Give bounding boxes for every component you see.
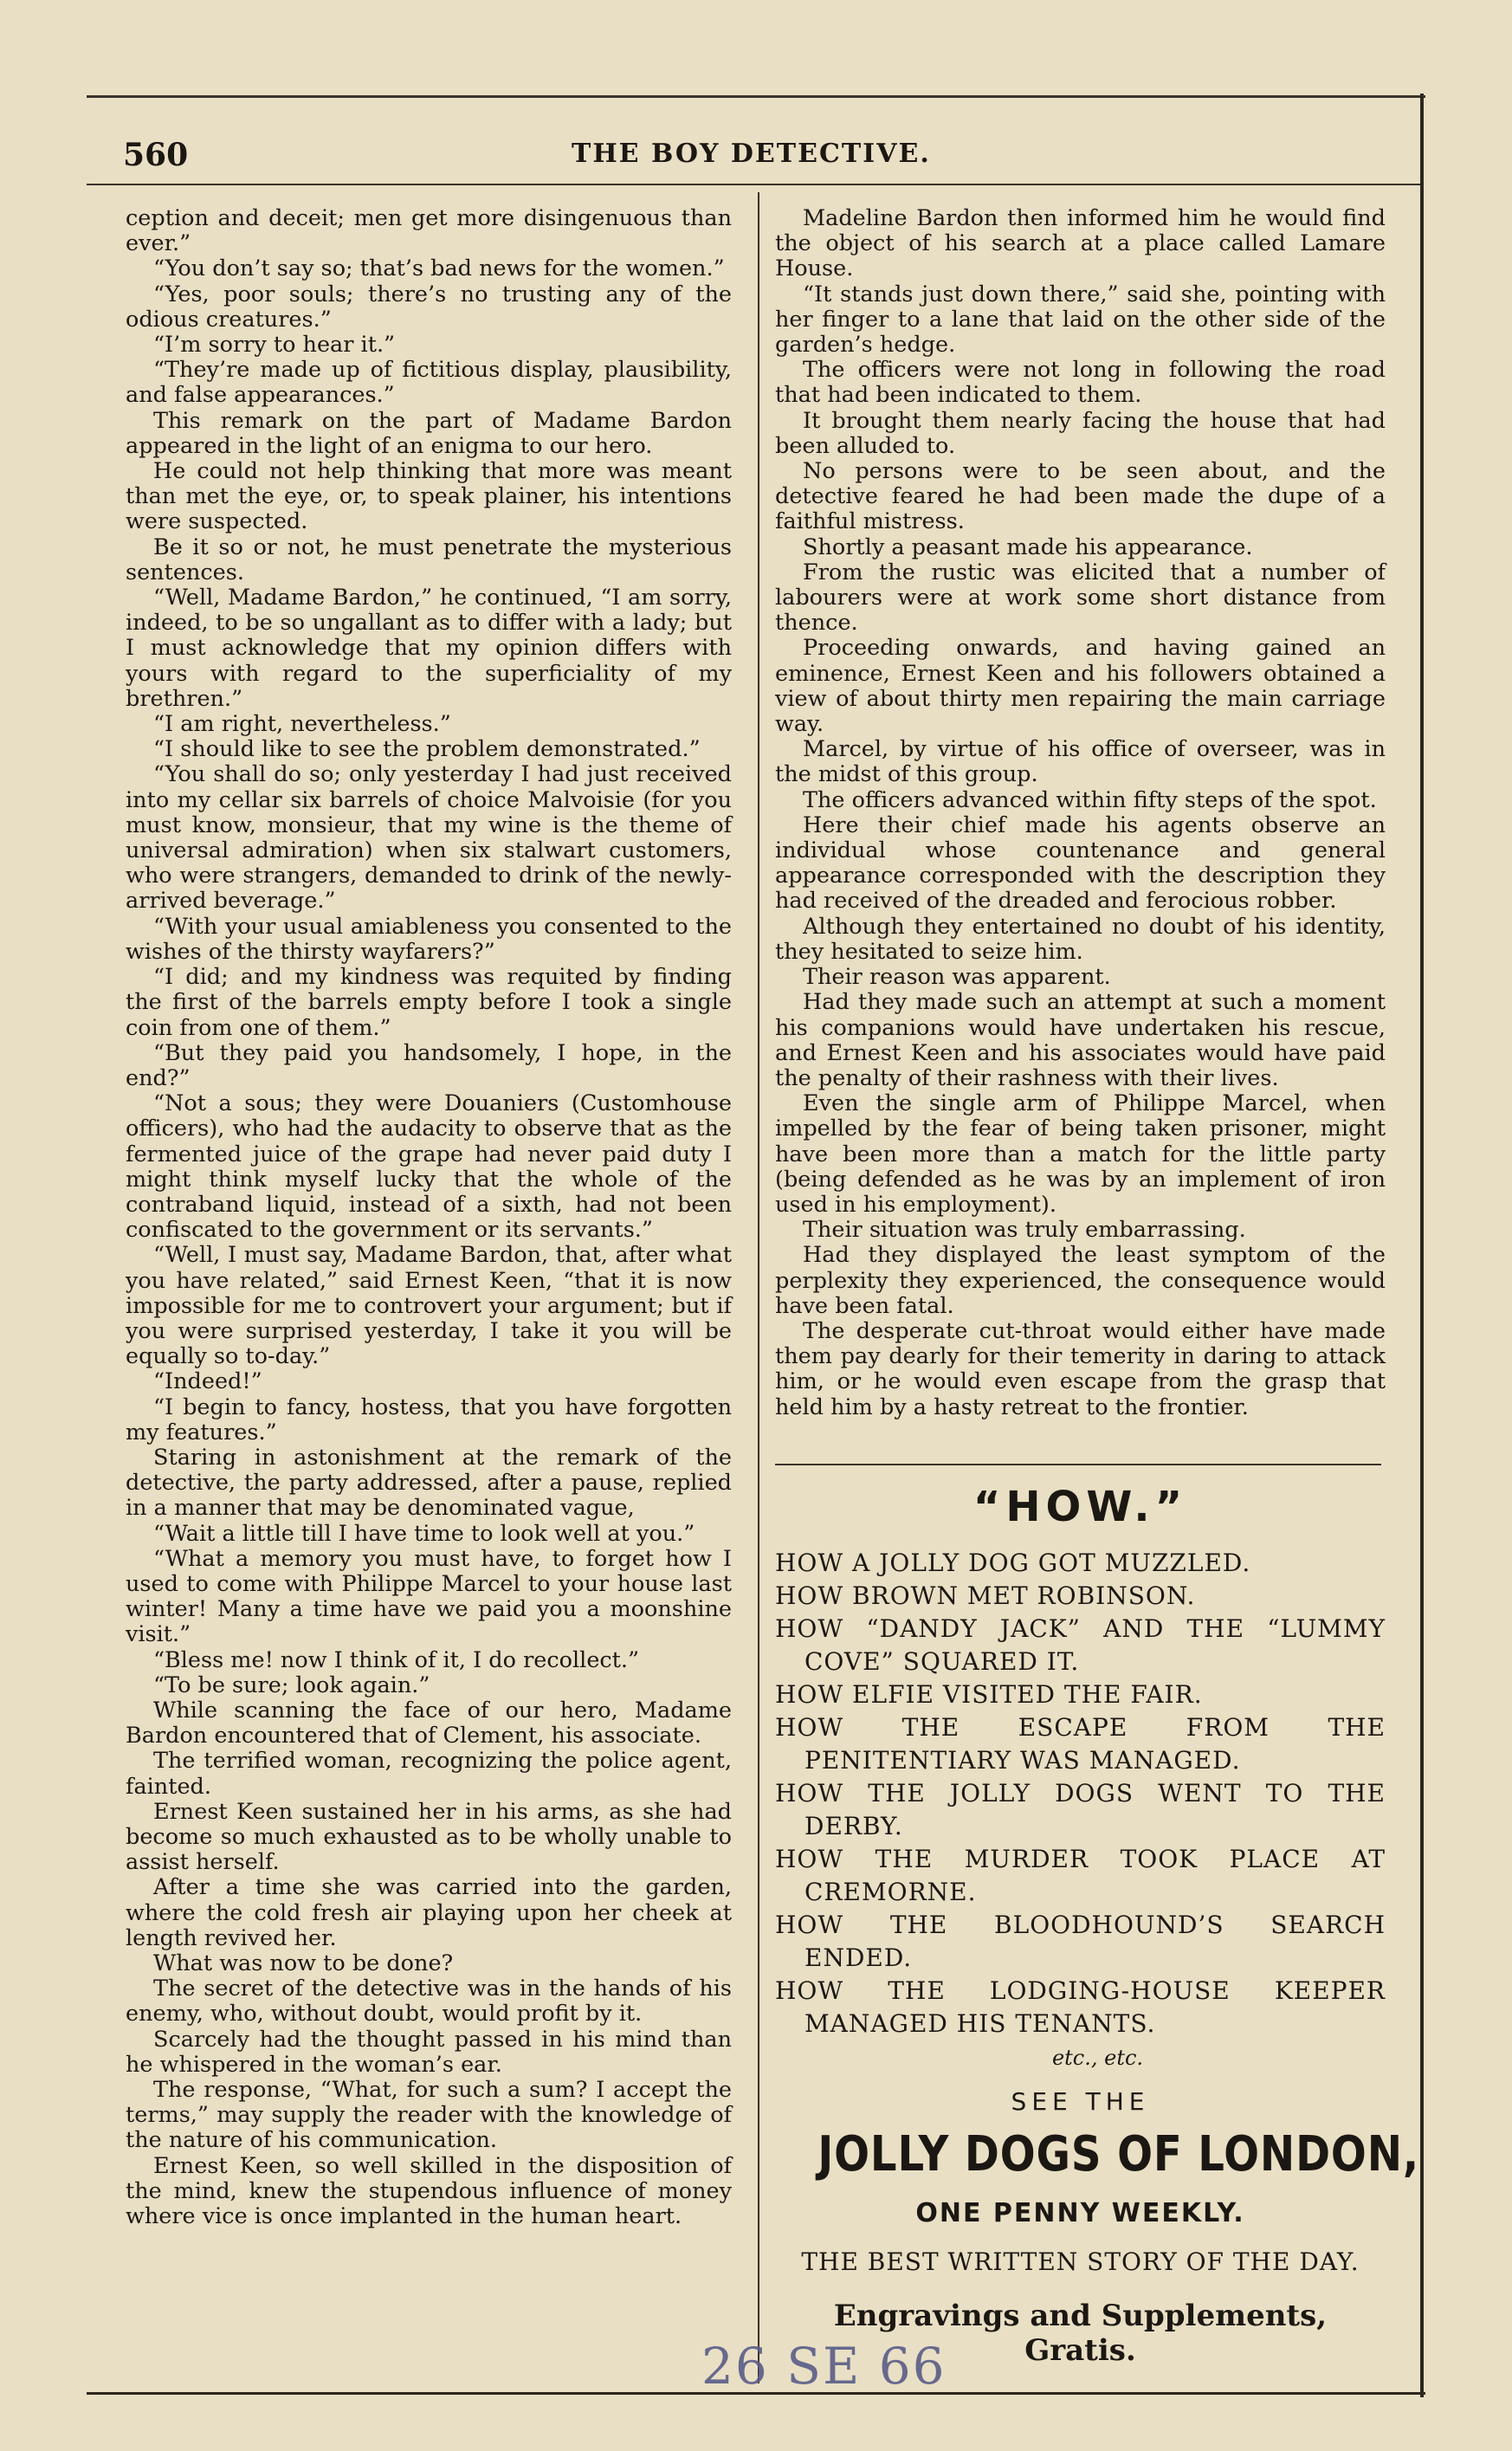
paragraph: “I should like to see the problem demonstrated.” (153, 736, 701, 763)
paragraph: Ernest Keen, so well skilled in the disposition of the mind, knew the stupendous influence of money where vice is once implanted in the human heart. (126, 2152, 732, 2230)
paragraph: Staring in astonishment at the remark of the detective, the party addressed, after a pause, replied in a manner that may be denominated vague, (126, 1444, 732, 1522)
paragraph: What was now to be done? (153, 1950, 454, 1977)
paragraph: “They’re made up of fictitious display, plausibility, and false appearances.” (126, 357, 732, 409)
advert-item: HOW ELFIE VISITED THE FAIR. (775, 1680, 1203, 1709)
page-number: 560 (123, 137, 189, 173)
advert-see: SEE THE (1011, 2087, 1150, 2116)
advert-item: HOW “DANDY JACK” AND THE “LUMMY COVE” SQUARED IT. (775, 1614, 1386, 1676)
paragraph: “I did; and my kindness was requited by finding the first of the barrels empty before I took a single coin from one of them.” (126, 964, 732, 1041)
paragraph: This remark on the part of Madame Bardon appeared in the light of an enigma to our hero. (126, 407, 732, 459)
advert-item: HOW BROWN MET ROBINSON. (775, 1581, 1196, 1610)
paragraph: Marcel, by virtue of his office of overseer, was in the midst of this group. (775, 736, 1386, 788)
paragraph: “Indeed!” (153, 1368, 262, 1395)
paragraph: While scanning the face of our hero, Madame Bardon encountered that of Clement, his associate. (126, 1697, 732, 1749)
advert-frequency: ONE PENNY WEEKLY. (915, 2198, 1245, 2228)
advert-item: HOW THE LODGING-HOUSE KEEPER MANAGED HIS TENANTS. (775, 1976, 1386, 2038)
advertisement (775, 1483, 1420, 2368)
paragraph: Even the single arm of Philippe Marcel, when impelled by the fear of being taken prisoner, might have been more than a match for the little party (being defended as he was by an implement of iron used in his employment). (775, 1090, 1386, 1218)
paragraph: Although they entertained no doubt of his identity, they hesitated to seize him. (775, 913, 1386, 965)
paragraph: “Well, I must say, Madame Bardon, that, after what you have related,” said Ernest Keen, “that it is now impossible for me to controvert your argument; but if you were surprised yesterday, I take it you will be equally so to-day.” (126, 1242, 732, 1370)
advert-extras: Engravings and Supplements, Gratis. (833, 2299, 1328, 2368)
paragraph: It brought them nearly facing the house that had been alluded to. (775, 407, 1386, 459)
paragraph: “Not a sous; they were Douaniers (Customhouse officers), who had the audacity to observe that as the fermented juice of the grape had never paid duty I might think myself lucky that the whole of the contraband liquid, instead of a sixth, had not been confiscated to the government or its servants.” (126, 1090, 732, 1244)
paragraph: “It stands just down there,” said she, pointing with her finger to a lane that laid on the other side of the garden’s hedge. (775, 281, 1386, 359)
advert-item: HOW THE ESCAPE FROM THE PENITENTIARY WAS MANAGED. (775, 1713, 1386, 1775)
advert-rule (775, 1464, 1381, 1465)
paragraph: Had they displayed the least symptom of the perplexity they experienced, the consequence would have been fatal. (775, 1242, 1386, 1319)
running-head: THE BOY DETECTIVE. (572, 139, 931, 169)
paragraph: Ernest Keen sustained her in his arms, as she had become so much exhausted as to be wholly unable to assist herself. (126, 1798, 732, 1876)
paragraph: Scarcely had the thought passed in his mind than he whispered in the woman’s ear. (126, 2026, 732, 2078)
right-column (775, 206, 1386, 1420)
right-border-rule (1420, 94, 1424, 2397)
paragraph: “I begin to fancy, hostess, that you have forgotten my features.” (126, 1394, 732, 1445)
paragraph: He could not help thinking that more was meant than met the eye, or, to speak plainer, his intentions were suspected. (126, 458, 732, 535)
paragraph: The officers advanced within fifty steps of the spot. (803, 786, 1377, 813)
paragraph: “To be sure; look again.” (153, 1672, 430, 1698)
advert-publication: JOLLY DOGS OF LONDON, (817, 2126, 1420, 2183)
advert-tagline: THE BEST WRITTEN STORY OF THE DAY. (801, 2247, 1360, 2276)
paragraph: From the rustic was elicited that a number of labourers were at work some short distance from thence. (775, 559, 1386, 637)
advert-list (775, 1547, 1386, 2040)
paragraph: The terrified woman, recognizing the police agent, fainted. (126, 1748, 732, 1800)
paragraph: The desperate cut-throat would either have made them pay dearly for their temerity in daring to attack him, or he would even escape from the grasp that held him by a hasty retreat to the frontier. (775, 1317, 1386, 1420)
paragraph: “But they paid you handsomely, I hope, in the end?” (126, 1039, 732, 1091)
paragraph: “Bless me! now I think of it, I do recollect.” (153, 1646, 640, 1673)
paragraph: “I’m sorry to hear it.” (153, 332, 396, 359)
paragraph: Be it so or not, he must penetrate the mysterious sentences. (126, 534, 732, 585)
paragraph: No persons were to be seen about, and the detective feared he had been made the dupe of a faithful mistress. (775, 458, 1386, 535)
advert-etc: etc., etc. (1051, 2046, 1144, 2070)
paragraph: Had they made such an attempt at such a moment his companions would have undertaken his rescue, and Ernest Keen and his associates would have paid the penalty of their rashness with their lives. (775, 989, 1386, 1091)
date-stamp: 26 SE 66 (701, 2337, 947, 2396)
paragraph: Here their chief made his agents observe an individual whose countenance and general appearance corresponded with the description they had received of the dreaded and ferocious robber. (775, 812, 1386, 915)
paragraph: The secret of the detective was in the hands of his enemy, who, without doubt, would profit by it. (126, 1976, 732, 2027)
paragraph: The officers were not long in following the road that had been indicated to them. (775, 357, 1386, 409)
paragraph: “Well, Madame Bardon,” he continued, “I am sorry, indeed, to be so ungallant as to differ with a lady; but I must acknowledge that my opinion differs with yours with regard to the superficiality of my brethren.” (126, 585, 732, 712)
left-column (126, 206, 732, 2229)
paragraph: “You don’t say so; that’s bad news for the women.” (153, 255, 725, 282)
paragraph: After a time she was carried into the garden, where the cold fresh air playing upon her cheek at length revived her. (126, 1874, 732, 1951)
paragraph: Their situation was truly embarrassing. (803, 1217, 1246, 1244)
header-rule (87, 184, 1420, 185)
paragraph: “What a memory you must have, to forget how I used to come with Philippe Marcel to your house last winter! Many a time have we paid you a moonshine visit.” (126, 1545, 732, 1648)
top-border-rule (87, 95, 1425, 98)
advert-title: “HOW.” (972, 1483, 1188, 1531)
paragraph: Proceeding onwards, and having gained an eminence, Ernest Keen and his followers obtained a view of about thirty men repairing the main carriage way. (775, 635, 1386, 738)
paragraph: “Yes, poor souls; there’s no trusting any of the odious creatures.” (126, 281, 732, 333)
column-divider (758, 192, 759, 2383)
paragraph: “I am right, nevertheless.” (153, 711, 451, 738)
paragraph: “Wait a little till I have time to look well at you.” (153, 1520, 695, 1547)
advert-item: HOW A JOLLY DOG GOT MUZZLED. (775, 1549, 1251, 1577)
paragraph: “You shall do so; only yesterday I had just received into my cellar six barrels of choice Malvoisie (for you must know, monsieur, that my wine is the theme of universal admiration) when six stalwart customers, who were strangers, demanded to drink of the newly-arrived beverage.” (126, 761, 732, 915)
paragraph: ception and deceit; men get more disingenuous than ever.” (126, 205, 732, 257)
paragraph: The response, “What, for such a sum? I accept the terms,” may supply the reader with the knowledge of the nature of his communication. (126, 2077, 732, 2154)
paragraph: “With your usual amiableness you consented to the wishes of the thirsty wayfarers?” (126, 913, 732, 965)
advert-item: HOW THE BLOODHOUND’S SEARCH ENDED. (775, 1911, 1386, 1972)
paragraph: Madeline Bardon then informed him he would find the object of his search at a place called Lamare House. (775, 205, 1386, 282)
paragraph: Their reason was apparent. (803, 964, 1111, 991)
advert-item: HOW THE MURDER TOOK PLACE AT CREMORNE. (775, 1845, 1386, 1906)
advert-item: HOW THE JOLLY DOGS WENT TO THE DERBY. (775, 1779, 1386, 1840)
paragraph: Shortly a peasant made his appearance. (803, 534, 1253, 560)
